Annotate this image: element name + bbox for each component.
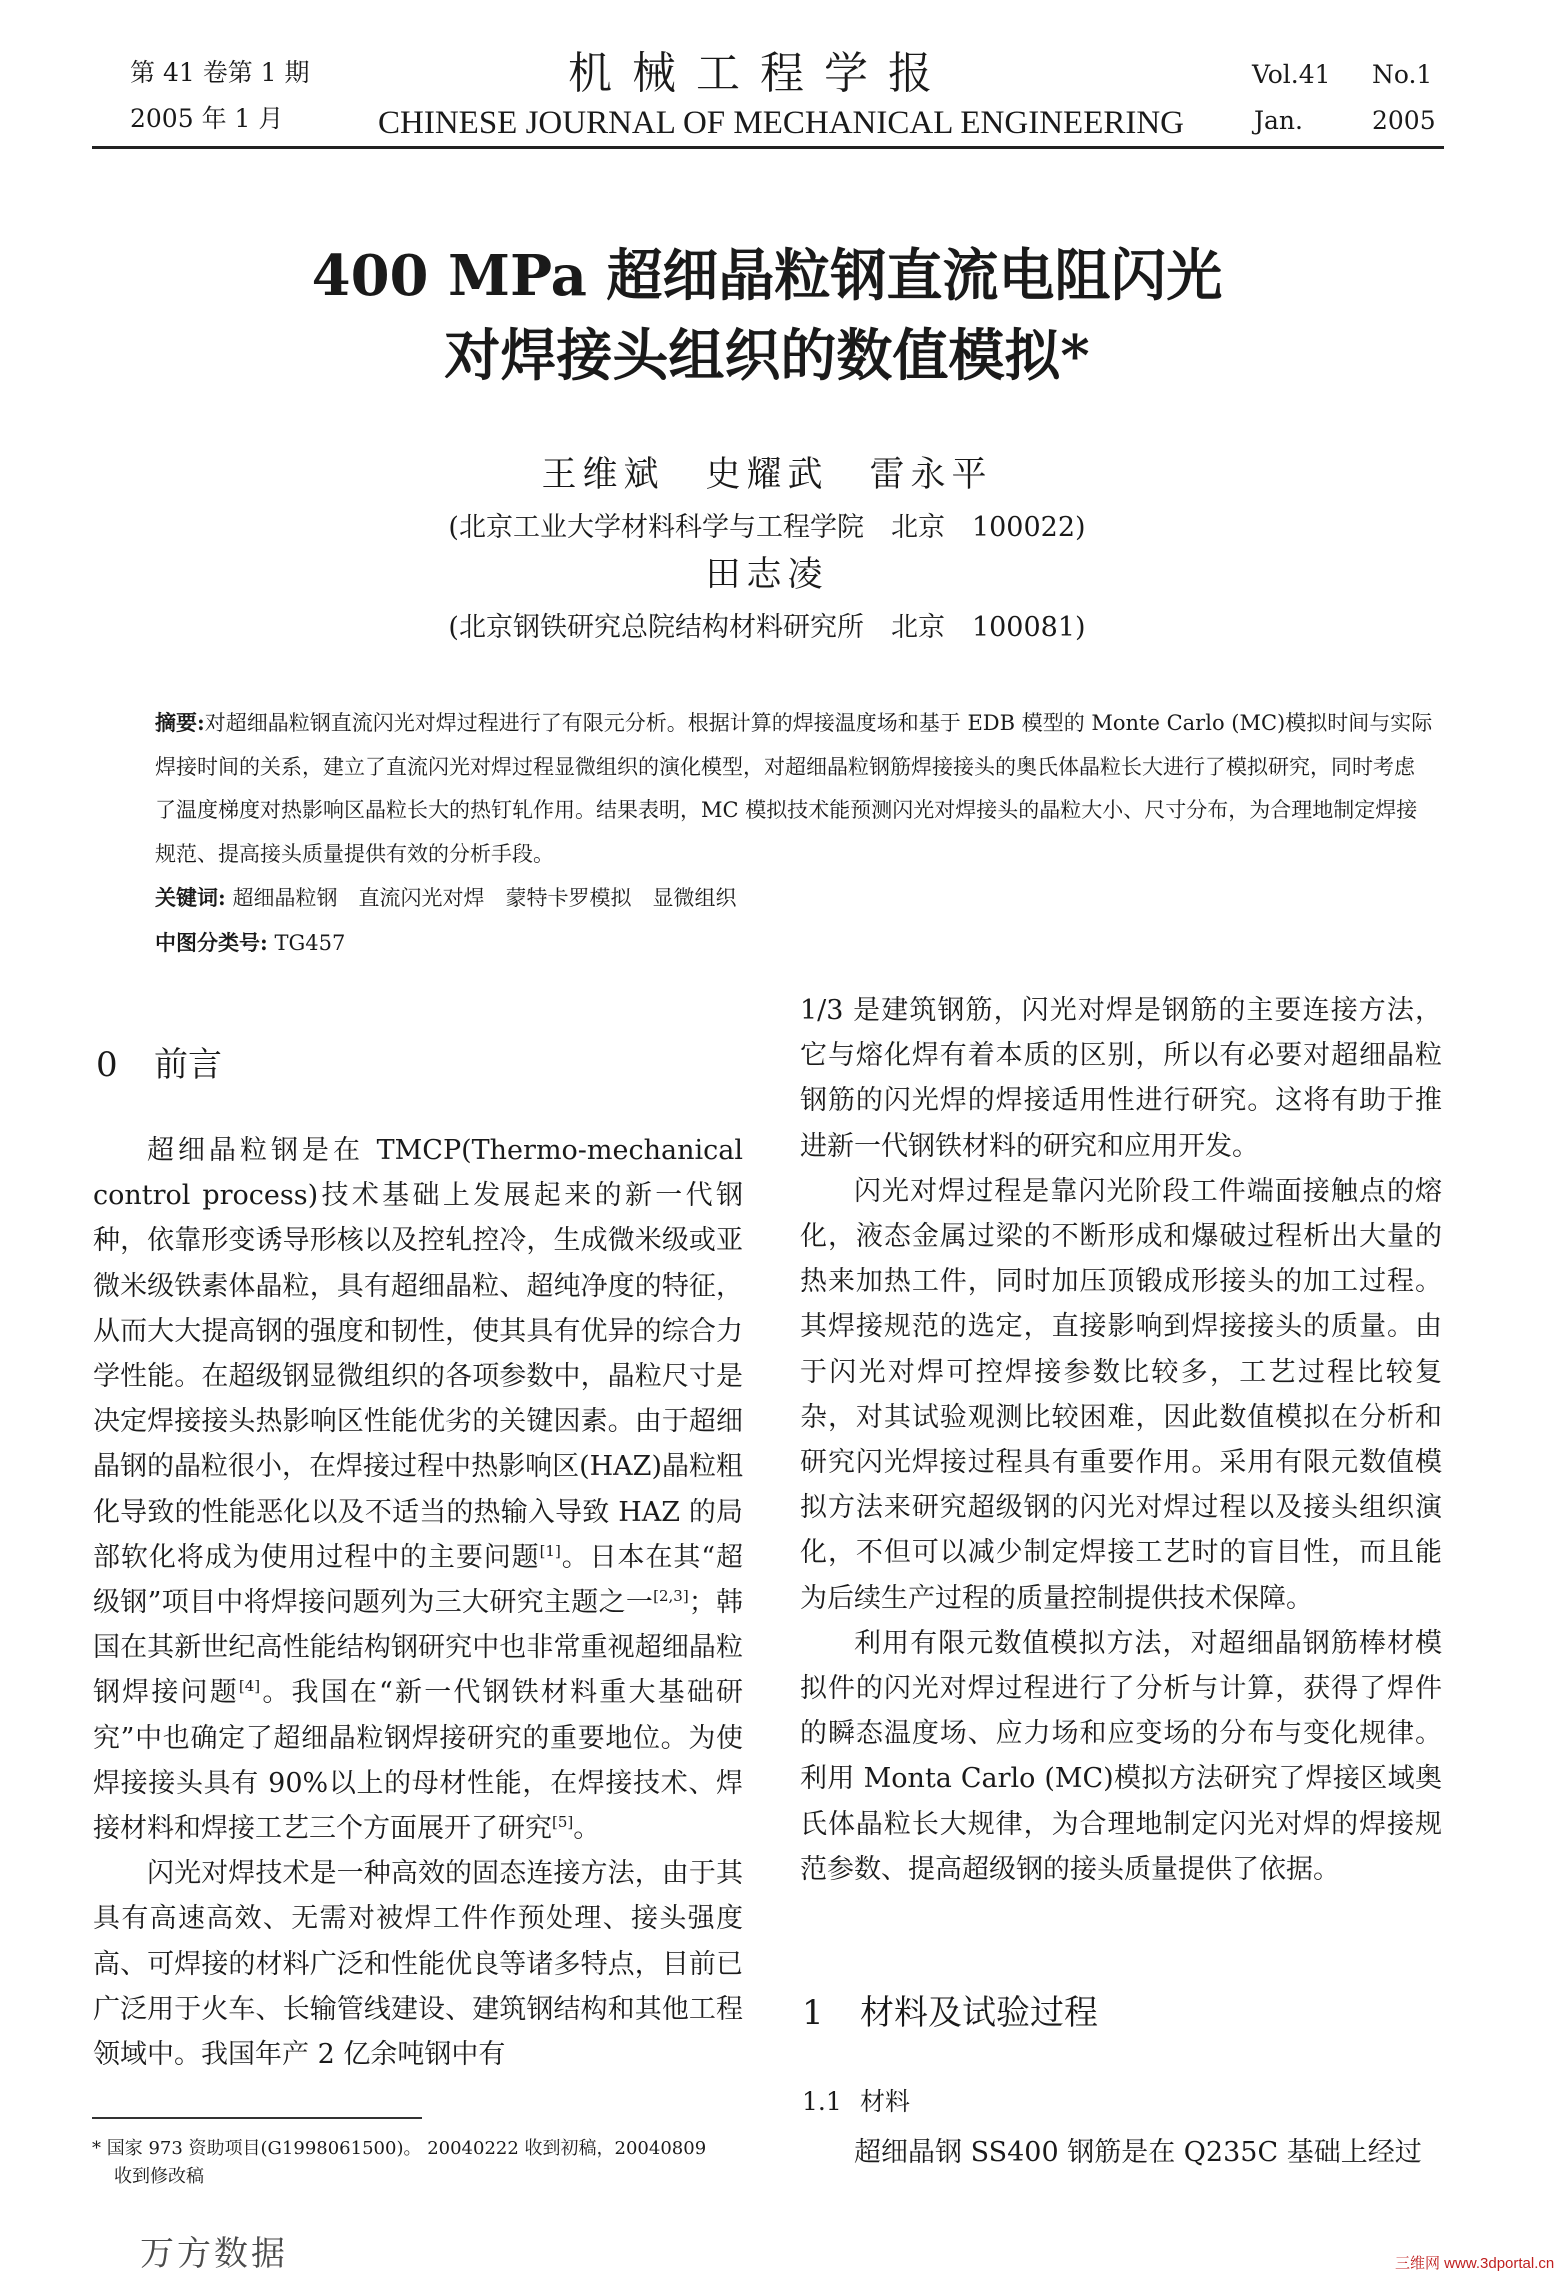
- left-column: [93, 1128, 743, 2077]
- paper-title-line1: 400 MPa 超细晶粒钢直流电阻闪光: [311, 243, 1223, 309]
- wanfang-watermark: 万方数据: [140, 2234, 288, 2274]
- abstract-label: 摘要:: [155, 710, 205, 735]
- issue-en: No.1: [1372, 60, 1433, 89]
- month-en: Jan.: [1254, 106, 1303, 135]
- section-0-number: 0: [96, 1045, 118, 1085]
- section-1-number: 1: [802, 1993, 824, 2033]
- affiliation-2: (北京钢铁研究总院结构材料研究所 北京 100081): [448, 612, 1086, 643]
- abstract: [155, 701, 1433, 876]
- paper-title-line2: 对焊接头组织的数值模拟*: [444, 323, 1090, 389]
- journal-title-cn: 机械工程学报: [568, 48, 952, 99]
- volume-en: Vol.41: [1252, 60, 1331, 89]
- intro-paragraph-3: 闪光对焊过程是靠闪光阶段工件端面接触点的熔化，液态金属过梁的不断形成和爆破过程析出大量的热来加热工件，同时加压顶锻成形接头的加工过程。其焊接规范的选定，直接影响到焊接接头的质量。由于闪光对焊可控焊接参数比较多，工艺过程比较复杂，对其试验观测比较困难，因此数值模拟在分析和研究闪光焊接过程具有重要作用。采用有限元数值模拟方法来研究超级钢的闪光对焊过程以及接头组织演化，不但可以减少制定焊接工艺时的盲目性，而且能为后续生产过程的质量控制提供技术保障。: [800, 1175, 1442, 1614]
- header-rule: [92, 146, 1444, 149]
- footnote-rule: [92, 2117, 422, 2119]
- subsection-1-1-title: 材料: [860, 2087, 911, 2116]
- journal-title-en: CHINESE JOURNAL OF MECHANICAL ENGINEERING: [378, 105, 1185, 141]
- keywords: [155, 876, 1433, 921]
- clc-text: TG457: [274, 930, 346, 955]
- year-en: 2005: [1372, 106, 1436, 135]
- clc-label: 中图分类号:: [155, 929, 268, 955]
- section-1-title: 材料及试验过程: [860, 1993, 1098, 2033]
- intro-paragraph-2-cont: 1/3 是建筑钢筋，闪光对焊是钢筋的主要连接方法，它与熔化焊有着本质的区别，所以有必要对超细晶粒钢筋的闪光焊的焊接适用性进行研究。这将有助于推进新一代钢铁材料的研究和应用开发。: [800, 995, 1442, 1162]
- footnote-line2: 收到修改稿: [114, 2166, 204, 2187]
- abstract-block: [155, 701, 1433, 965]
- citation-4: [4]: [238, 1677, 261, 1696]
- footnote-line1: * 国家 973 资助项目(G1998061500)。 20040222 收到初稿，20040809: [92, 2138, 707, 2159]
- volume-issue-cn: 第 41 卷第 1 期: [130, 58, 310, 87]
- abstract-text: 对超细晶粒钢直流闪光对焊过程进行了有限元分析。根据计算的焊接温度场和基于 EDB 模型的 Monte Carlo (MC)模拟时间与实际焊接时间的关系，建立了直流闪光对焊过程显微组织的演化模型，对超细晶粒钢筋焊接接头的奥氏体晶粒长大进行了模拟研究，同时考虑了温度梯度对热影响区晶粒长大的热钉轧作用。结果表明，MC 模拟技术能预测闪光对焊接头的晶粒大小、尺寸分布，为合理地制定焊接规范、提高接头质量提供有效的分析手段。: [155, 711, 1433, 866]
- intro-paragraph-2: 闪光对焊技术是一种高效的固态连接方法，由于其具有高速高效、无需对被焊工件作预处理、接头强度高、可焊接的材料广泛和性能优良等诸多特点，目前已广泛用于火车、长输管线建设、建筑钢结构和其他工程领域中。我国年产 2 亿余吨钢中有: [93, 1858, 743, 2071]
- keywords-text: 超细晶粒钢 直流闪光对焊 蒙特卡罗模拟 显微组织: [232, 886, 737, 910]
- citation-2-3: [2,3]: [653, 1587, 689, 1606]
- clc-number: [155, 921, 1433, 966]
- materials-text: [800, 2130, 1442, 2175]
- authors-group2: 田志凌: [705, 555, 829, 595]
- right-column: [800, 988, 1442, 1892]
- source-watermark: 三维网 www.3dportal.cn: [1395, 2255, 1554, 2272]
- intro-paragraph-1: 超细晶粒钢是在 TMCP(Thermo-mechanical control process)技术基础上发展起来的新一代钢种，依靠形变诱导形核以及控轧控冷，生成微米级或亚微米级铁素体晶粒，具有超细晶粒、超纯净度的特征，从而大大提高钢的强度和韧性，使其具有优异的综合力学性能。在超级钢显微组织的各项参数中，晶粒尺寸是决定焊接接头热影响区性能优劣的关键因素。由于超细晶钢的晶粒很小，在焊接过程中热影响区(HAZ)晶粒粗化导致的性能恶化以及不适当的热输入导致 HAZ 的局部软化将成为使用过程中的主要问题[1]。日本在其“超级钢”项目中将焊接问题列为三大研究主题之一[2,3]；韩国在其新世纪高性能结构钢研究中也非常重视超细晶粒钢焊接问题[4]。我国在“新一代钢铁材料重大基础研究”中也确定了超细晶粒钢焊接研究的重要地位。为使焊接接头具有 90%以上的母材性能，在焊接技术、焊接材料和焊接工艺三个方面展开了研究[5]。: [93, 1135, 744, 1845]
- subsection-1-1-number: 1.1: [802, 2087, 842, 2116]
- footnote: [92, 2135, 772, 2191]
- materials-paragraph-1: 超细晶钢 SS400 钢筋是在 Q235C 基础上经过: [854, 2137, 1422, 2168]
- section-1-heading: [802, 1990, 1098, 2036]
- citation-1: [1]: [539, 1541, 561, 1560]
- subsection-1-1-heading: [802, 2084, 918, 2120]
- citation-5: [5]: [552, 1813, 574, 1832]
- authors-group1: 王维斌 史耀武 雷永平: [541, 455, 993, 495]
- date-cn: 2005 年 1 月: [130, 104, 284, 133]
- section-0-heading: [96, 1042, 222, 1088]
- keywords-label: 关键词:: [155, 885, 226, 910]
- section-0-title: 前言: [154, 1045, 222, 1085]
- affiliation-1: (北京工业大学材料科学与工程学院 北京 100022): [448, 512, 1086, 543]
- intro-paragraph-4: 利用有限元数值模拟方法，对超细晶钢筋棒材模拟件的闪光对焊过程进行了分析与计算，获得了焊件的瞬态温度场、应力场和应变场的分布与变化规律。利用 Monta Carlo (MC)模拟方法研究了焊接区域奥氏体晶粒长大规律，为合理地制定闪光对焊的焊接规范参数、提高超级钢的接头质量提供了依据。: [800, 1627, 1442, 1885]
